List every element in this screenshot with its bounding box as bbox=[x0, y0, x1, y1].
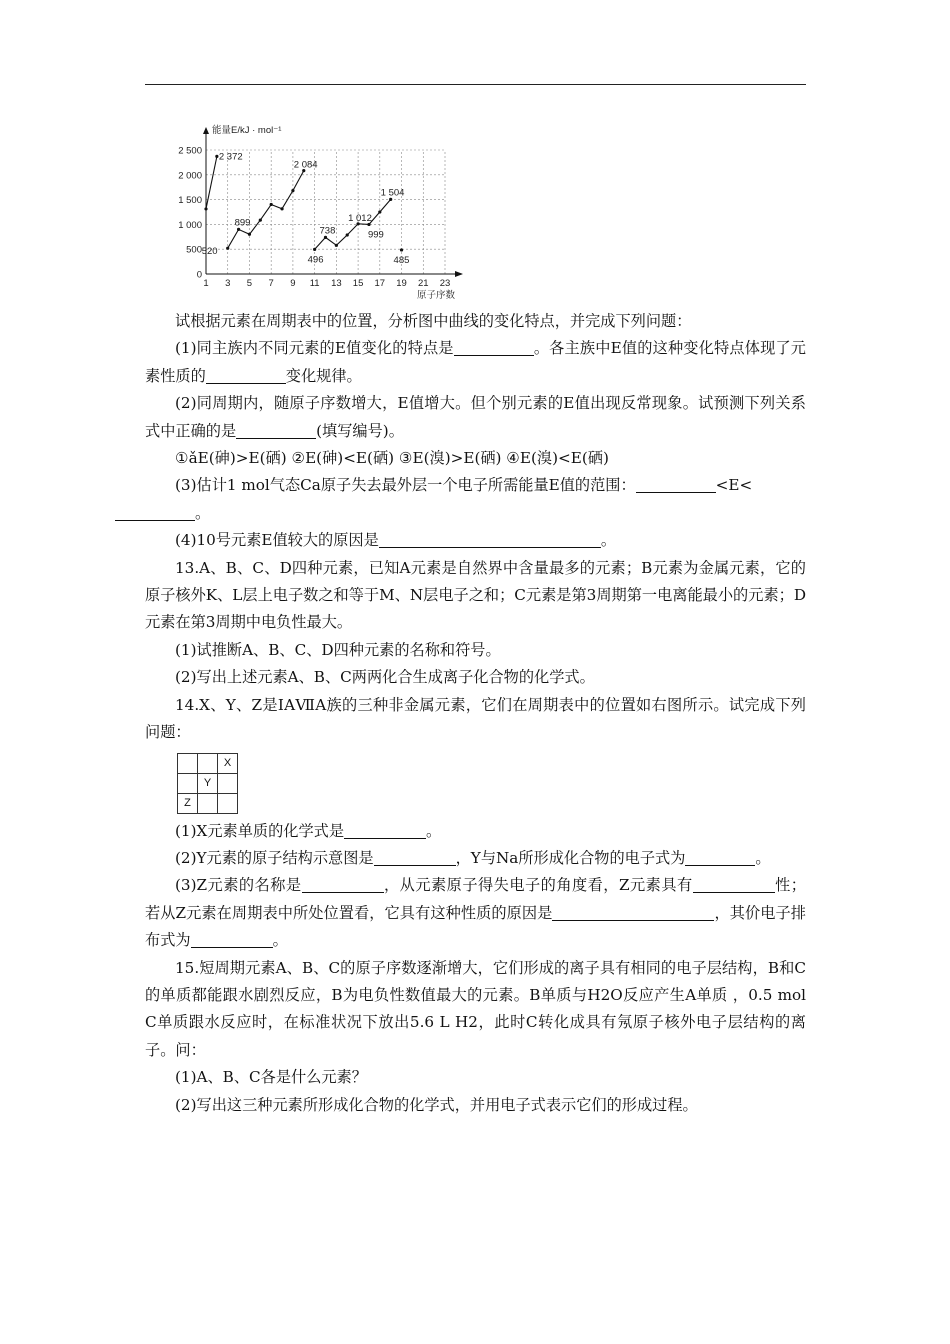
problem-15: 15.短周期元素A、B、C的原子序数逐渐增大，它们形成的离子具有相同的电子层结构，B和C的单质都能跟水剧烈反应，B为电负性数值最大的元素。B单质与H2O反应产生A单质 ，0.5 mol C单质跟水反应时，在标准状况下放出5.6 L H2，此时C转化成具有氖原子核外电子层结构的离子。问： bbox=[145, 958, 806, 1059]
y-tick-label: 1 000 bbox=[178, 219, 202, 231]
data-label: 2 084 bbox=[293, 159, 318, 171]
problem-14-q2: (2)Y元素的原子结构示意图是 ，Y与Na所形成化合物的电子式为 。 bbox=[175, 848, 771, 867]
x-axis-label: 原子序数 bbox=[416, 290, 456, 301]
answer-blank[interactable] bbox=[302, 875, 384, 893]
x-tick-label: 3 bbox=[225, 278, 231, 289]
x-tick-label: 7 bbox=[268, 278, 274, 289]
x-tick-label: 19 bbox=[396, 278, 407, 289]
data-point bbox=[335, 244, 338, 247]
intro-text: 试根据元素在周期表中的位置，分析图中曲线的变化特点，并完成下列问题： bbox=[175, 312, 692, 330]
question-3: (3)估计1 mol气态Ca原子失去最外层一个电子所需能量E值的范围： <E< 。 bbox=[145, 472, 806, 527]
x-tick-label: 21 bbox=[417, 278, 429, 289]
question-1: (1)同主族内不同元素的E值变化的特点是 。各主族中E值的这种变化特点体现了元素性质的 变化规律。 bbox=[145, 339, 806, 385]
answer-blank[interactable] bbox=[206, 366, 286, 384]
answer-blank[interactable] bbox=[344, 821, 426, 839]
x-tick-label: 5 bbox=[246, 278, 253, 289]
x-tick-label: 11 bbox=[309, 278, 320, 289]
grid-cell-x: X bbox=[218, 753, 238, 773]
problem-13: 13.A、B、C、D四种元素，已知A元素是自然界中含量最多的元素；B元素为金属元素，它的原子核外K、L层上电子数之和等于M、N层电子之和；C元素是第3周期第一电离能最小的元素；D元素在第3周期中电负性最大。 bbox=[145, 558, 806, 632]
problem-14-q1: (1)X元素单质的化学式是 。 bbox=[175, 821, 442, 840]
answer-blank[interactable] bbox=[191, 930, 273, 948]
grid-cell-y: Y bbox=[198, 773, 218, 793]
y-tick-label: 2 500 bbox=[178, 145, 202, 157]
header-rule bbox=[145, 84, 806, 85]
question-4: (4)10号元素E值较大的原因是 。 bbox=[175, 531, 616, 550]
y-tick-label: 1 500 bbox=[178, 195, 202, 207]
problem-13-q2: (2)写出上述元素A、B、C两两化合生成离子化合物的化学式。 bbox=[175, 668, 595, 687]
data-label: 1 504 bbox=[380, 187, 405, 199]
question-2: (2)同周期内，随原子序数增大，E值增大。但个别元素的E值出现反常现象。试预测下列关系式中正确的是 (填写编号)。 bbox=[145, 394, 806, 440]
data-point bbox=[378, 210, 381, 213]
data-label: 899 bbox=[234, 217, 251, 229]
y-axis-label: 能量E/kJ · mol⁻¹ bbox=[212, 125, 282, 136]
data-point bbox=[291, 189, 294, 192]
data-point bbox=[204, 207, 207, 210]
answer-blank[interactable] bbox=[693, 875, 775, 893]
answer-blank[interactable] bbox=[685, 848, 755, 866]
y-axis-arrow bbox=[203, 127, 209, 134]
y-tick-label: 500 bbox=[186, 244, 202, 256]
problem-15-q2: (2)写出这三种元素所形成化合物的化学式，并用电子式表示它们的形成过程。 bbox=[175, 1095, 698, 1114]
problem-13-q1: (1)试推断A、B、C、D四种元素的名称和符号。 bbox=[175, 640, 501, 659]
answer-blank[interactable] bbox=[374, 848, 456, 866]
series-line bbox=[228, 171, 304, 249]
answer-blank[interactable] bbox=[236, 421, 316, 439]
data-point bbox=[259, 219, 262, 222]
answer-blank[interactable] bbox=[115, 503, 195, 521]
y-tick-label: 0 bbox=[196, 269, 202, 281]
x-tick-label: 1 bbox=[203, 278, 209, 289]
data-label: 496 bbox=[307, 254, 324, 266]
x-tick-label: 13 bbox=[331, 278, 342, 289]
x-tick-label: 17 bbox=[374, 278, 386, 289]
answer-blank[interactable] bbox=[636, 475, 716, 493]
data-point bbox=[270, 203, 273, 206]
data-point bbox=[346, 233, 349, 236]
x-tick-label: 23 bbox=[439, 278, 451, 289]
periodic-position-grid bbox=[177, 753, 238, 814]
series-line bbox=[206, 156, 217, 209]
data-point bbox=[280, 207, 283, 210]
chart-axes bbox=[203, 127, 463, 277]
problem-14-q3: (3)Z元素的名称是 ，从元素原子得失电子的角度看，Z元素具有 性；若从Z元素在周期表中所处位置看，它具有这种性质的原因是 ，其价电子排布式为 。 bbox=[145, 876, 806, 950]
data-label: 738 bbox=[319, 225, 336, 237]
x-axis-arrow bbox=[455, 271, 463, 277]
data-point bbox=[226, 247, 229, 250]
data-label: 520 bbox=[201, 246, 218, 258]
data-label: 1 012 bbox=[348, 212, 372, 224]
data-label: 999 bbox=[367, 229, 384, 241]
x-tick-label: 9 bbox=[290, 278, 296, 289]
data-label: 2 372 bbox=[218, 151, 243, 163]
ionization-energy-chart bbox=[178, 118, 478, 308]
data-point bbox=[248, 233, 251, 236]
problem-15-q1: (1)A、B、C各是什么元素？ bbox=[175, 1068, 367, 1087]
data-label: 485 bbox=[393, 254, 410, 266]
grid-cell-z: Z bbox=[178, 793, 198, 813]
document-body bbox=[145, 308, 806, 1119]
answer-blank[interactable] bbox=[552, 903, 714, 921]
y-tick-label: 2 000 bbox=[178, 170, 202, 182]
data-point bbox=[400, 248, 403, 251]
answer-blank[interactable] bbox=[454, 338, 534, 356]
data-point bbox=[313, 248, 316, 251]
answer-blank[interactable] bbox=[379, 530, 601, 548]
question-2-options: ①ǎE(砷)>E(硒) ②E(砷)<E(硒) ③E(溴)>E(硒) ④E(溴)<E(硒) bbox=[175, 449, 609, 468]
x-tick-label: 15 bbox=[352, 278, 364, 289]
problem-14: 14.X、Y、Z是ⅠAⅦA族的三种非金属元素，它们在周期表中的位置如右图所示。试完成下列问题： bbox=[145, 695, 806, 742]
